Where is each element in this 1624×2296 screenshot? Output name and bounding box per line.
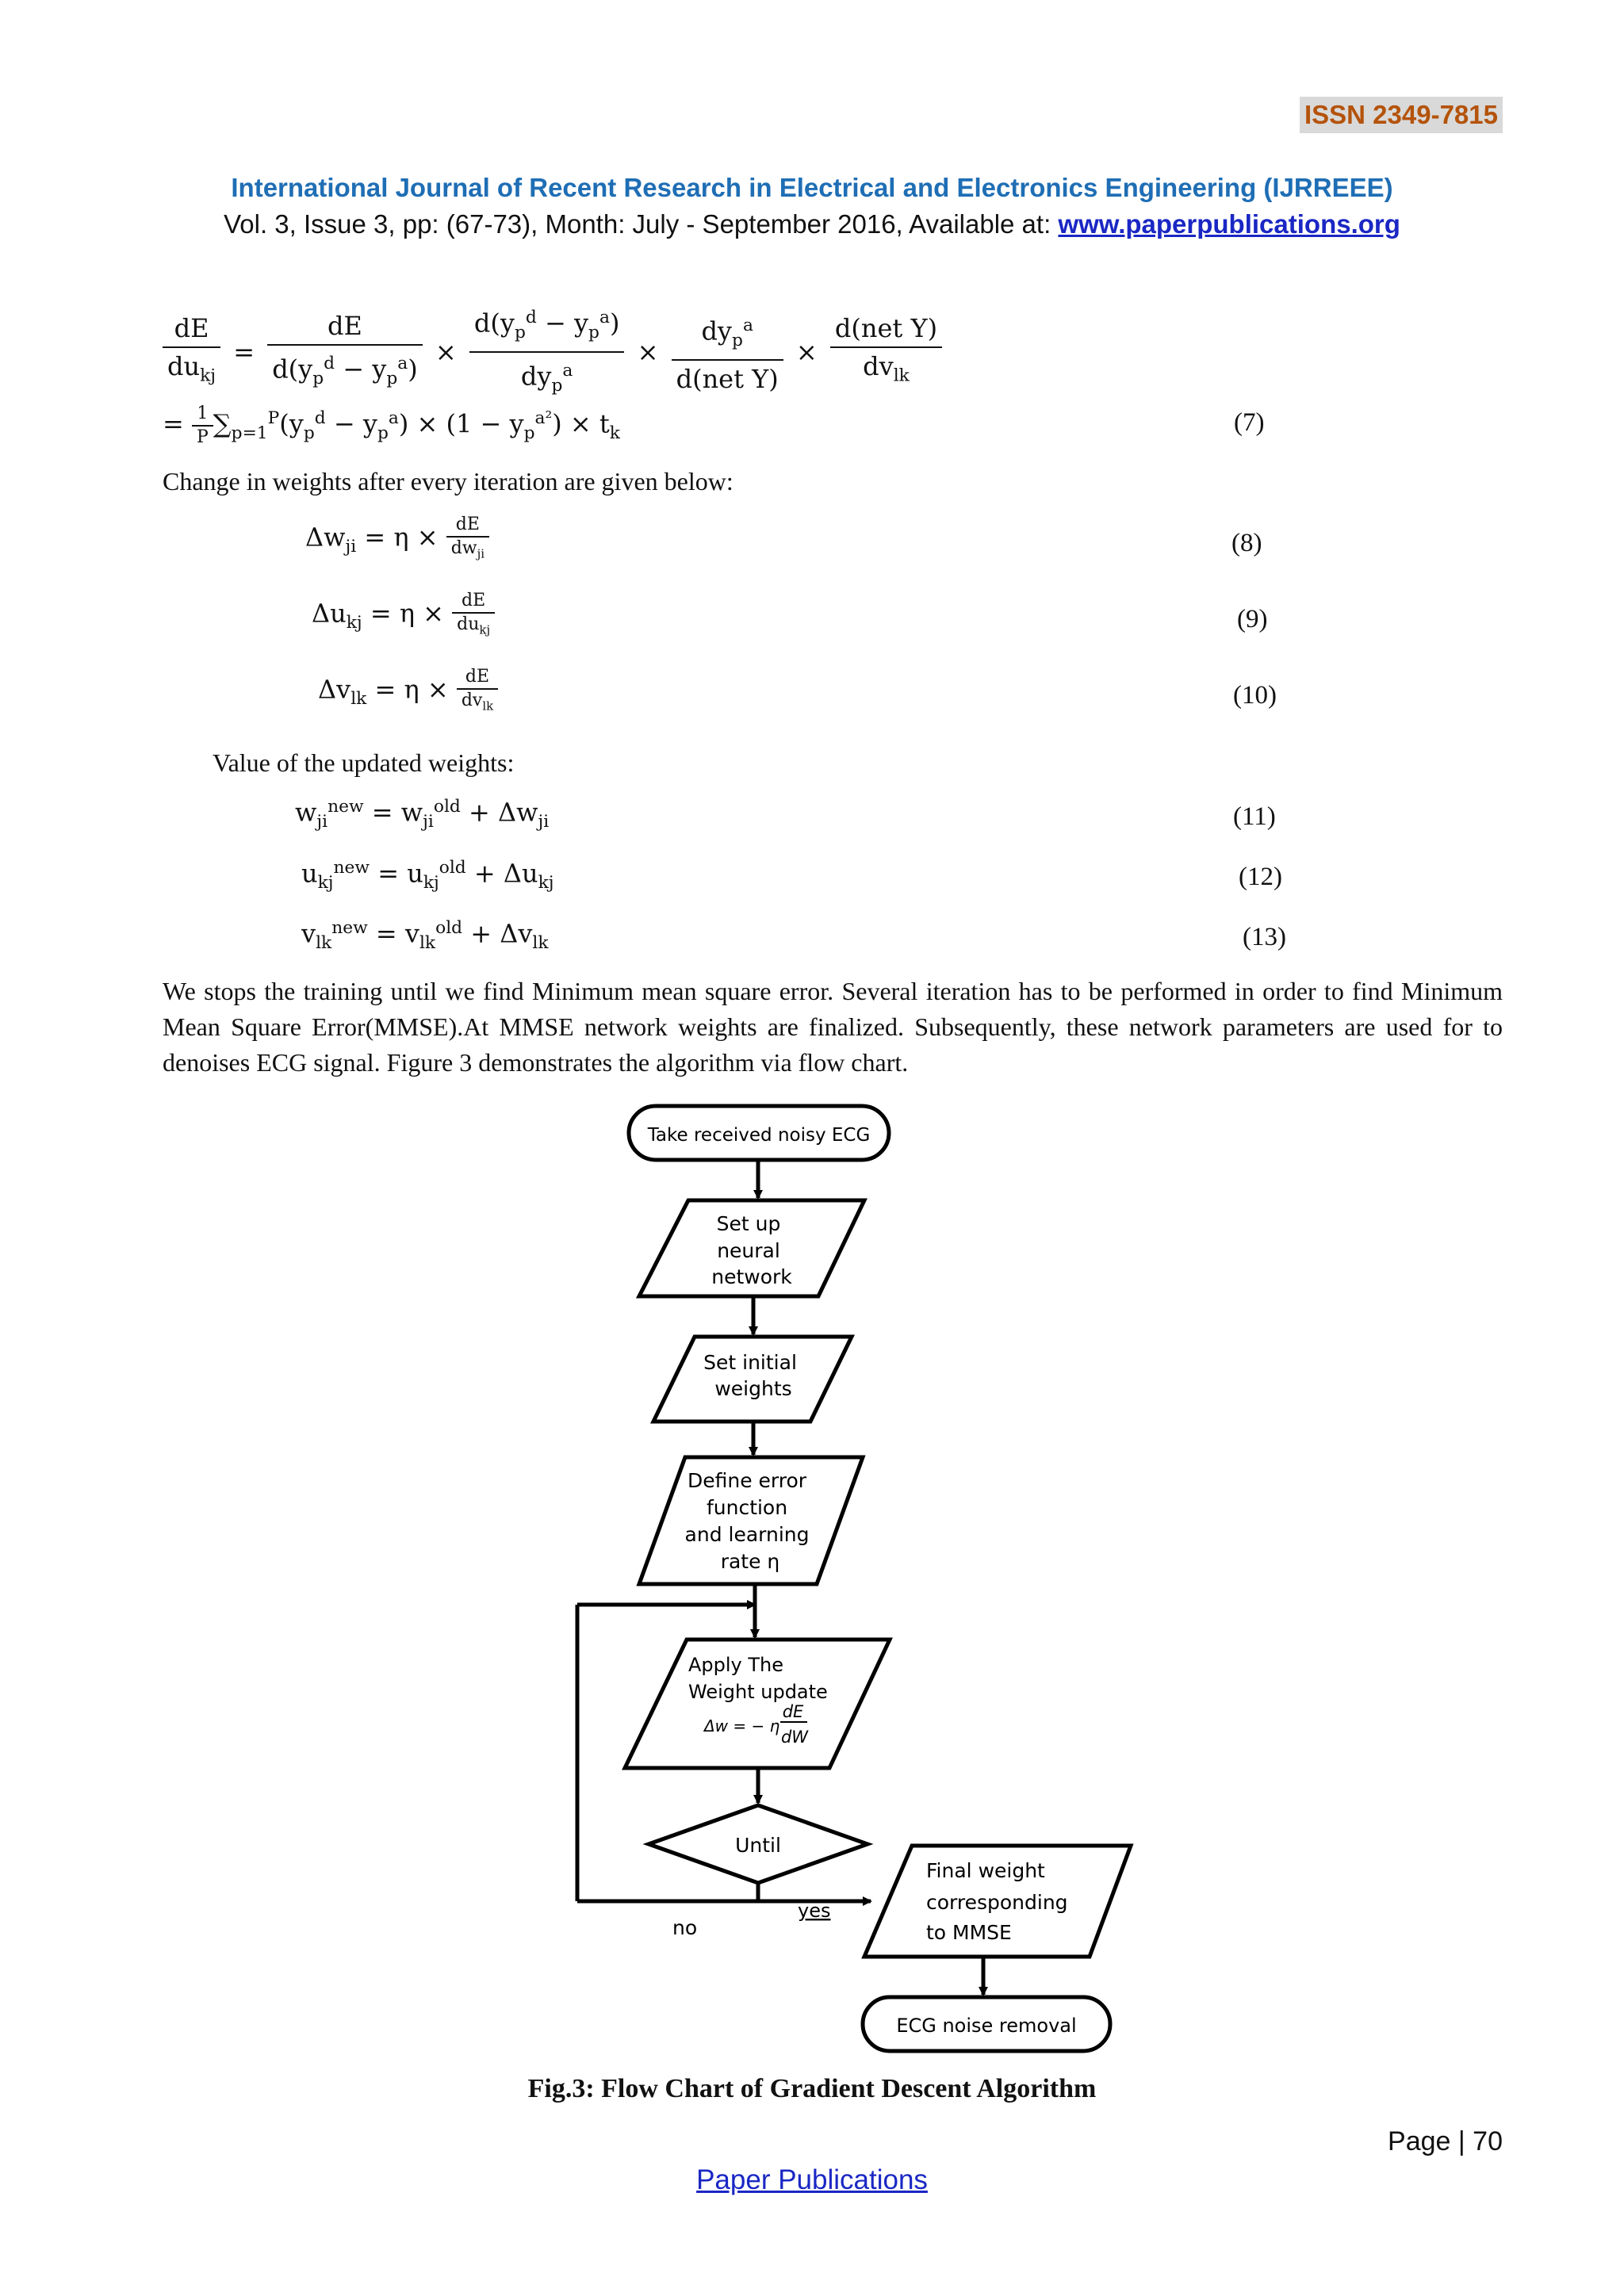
flow-final-weight-text: Final weight corresponding to MMSE <box>926 1859 1068 1944</box>
journal-title: International Journal of Recent Research in Electrical and Electronics Engineering (IJRREEE) <box>231 173 1393 202</box>
equation-7-line1: $\frac{dE}{du_{kj}}$ = $\frac{dE}{d(y_p^d - y_p^a)}$ × $\frac{d(y_p^d - y_p^a)}{dy_p^a}$ × $\frac{dy_p^a}{\text{d(net Y)}}$ × $\frac{\text{d(net Y)}}{dv_{lk}}$ <box>163 300 942 404</box>
figure-caption: Fig.3: Flow Chart of Gradient Descent Algorithm <box>527 2074 1097 2103</box>
svg-text:dE: dE <box>782 1702 804 1721</box>
fraction: $\frac{dE}{d(y_p^d - y_p^a)}$ <box>267 308 423 397</box>
svg-text:dW: dW <box>780 1728 809 1747</box>
flow-start-text: Take received noisy ECG <box>647 1125 871 1146</box>
page-number: Page | 70 <box>1388 2126 1503 2156</box>
flow-setup-text: Set up neural network <box>711 1212 792 1288</box>
flow-label-no: no <box>672 1916 698 1939</box>
equation-8: $\Delta w_{ji} = \eta$ × $\frac{dE}{dw_{ji}}$ <box>305 514 489 564</box>
footer-publisher-link[interactable]: Paper Publications <box>696 2164 928 2195</box>
journal-url-link[interactable]: www.paperpublications.org <box>1058 209 1400 239</box>
fraction: $\frac{\text{d(net Y)}}{dv_{lk}}$ <box>830 310 942 394</box>
flow-weight-update-text: Apply The Weight update <box>688 1654 828 1703</box>
equation-7-line2: = $\frac{1}{P}$ $\sum_{p=1}^P(y_p^d - y_p^a) \times (1 - y_p^{a^2}) \times t_k$ <box>163 404 620 447</box>
equation-number: (11) <box>1233 802 1276 831</box>
equation-number: (9) <box>1237 605 1268 633</box>
text-updated-weights: Value of the updated weights: <box>213 748 515 777</box>
equation-12: $u_{kj}^{new} = u_{kj}^{old} + \Delta u_{kj}$ <box>301 858 554 894</box>
equation-number: (7) <box>1234 408 1265 437</box>
equation-13: $v_{lk}^{new} = v_{lk}^{old} + \Delta v_{lk}$ <box>301 918 549 954</box>
equation-11: $w_{ji}^{new} = w_{ji}^{old} + \Delta w_{ji}$ <box>295 797 550 832</box>
journal-issue-info: Vol. 3, Issue 3, pp: (67-73), Month: July - September 2016, Available at: <box>224 209 1059 239</box>
flow-end-text: ECG noise removal <box>896 2015 1077 2037</box>
equation-9: $\Delta u_{kj} = \eta$ × $\frac{dE}{du_{kj}}$ <box>312 590 495 641</box>
fraction: $\frac{d(y_p^d - y_p^a)}{dy_p^a}$ <box>469 300 625 404</box>
equation-number: (8) <box>1231 529 1262 557</box>
equation-10: $\Delta v_{lk} = \eta$ × $\frac{dE}{dv_{lk}}$ <box>318 666 498 717</box>
flow-initial-weights-text: Set initial weights <box>703 1351 797 1400</box>
text-change-in-weights: Change in weights after every iteration are given below: <box>163 467 733 496</box>
equation-number: (10) <box>1233 681 1277 710</box>
equation-number: (12) <box>1239 863 1282 891</box>
flow-define-error-text: Define error function and learning rate η <box>684 1469 810 1573</box>
issn-badge: ISSN 2349-7815 <box>1300 97 1503 133</box>
fraction: $\frac{dE}{du_{kj}}$ <box>163 310 220 394</box>
equation-number: (13) <box>1243 923 1286 951</box>
flow-until-text: Until <box>735 1834 781 1857</box>
fraction: $\frac{dy_p^a}{\text{d(net Y)}}$ <box>672 308 783 397</box>
body-paragraph: We stops the training until we find Minimum mean square error. Several iteration has to be performed in order to find Minimum Mean Square Error(MMSE).At MMSE network weights are finalized. Subsequently, these network parameters are used for to denoises ECG signal. Figure 3 demonstrates the algorithm via flow chart. <box>163 977 1503 1077</box>
flow-label-yes: yes <box>798 1900 831 1922</box>
svg-text:Δw = − η: Δw = − η <box>704 1716 780 1735</box>
